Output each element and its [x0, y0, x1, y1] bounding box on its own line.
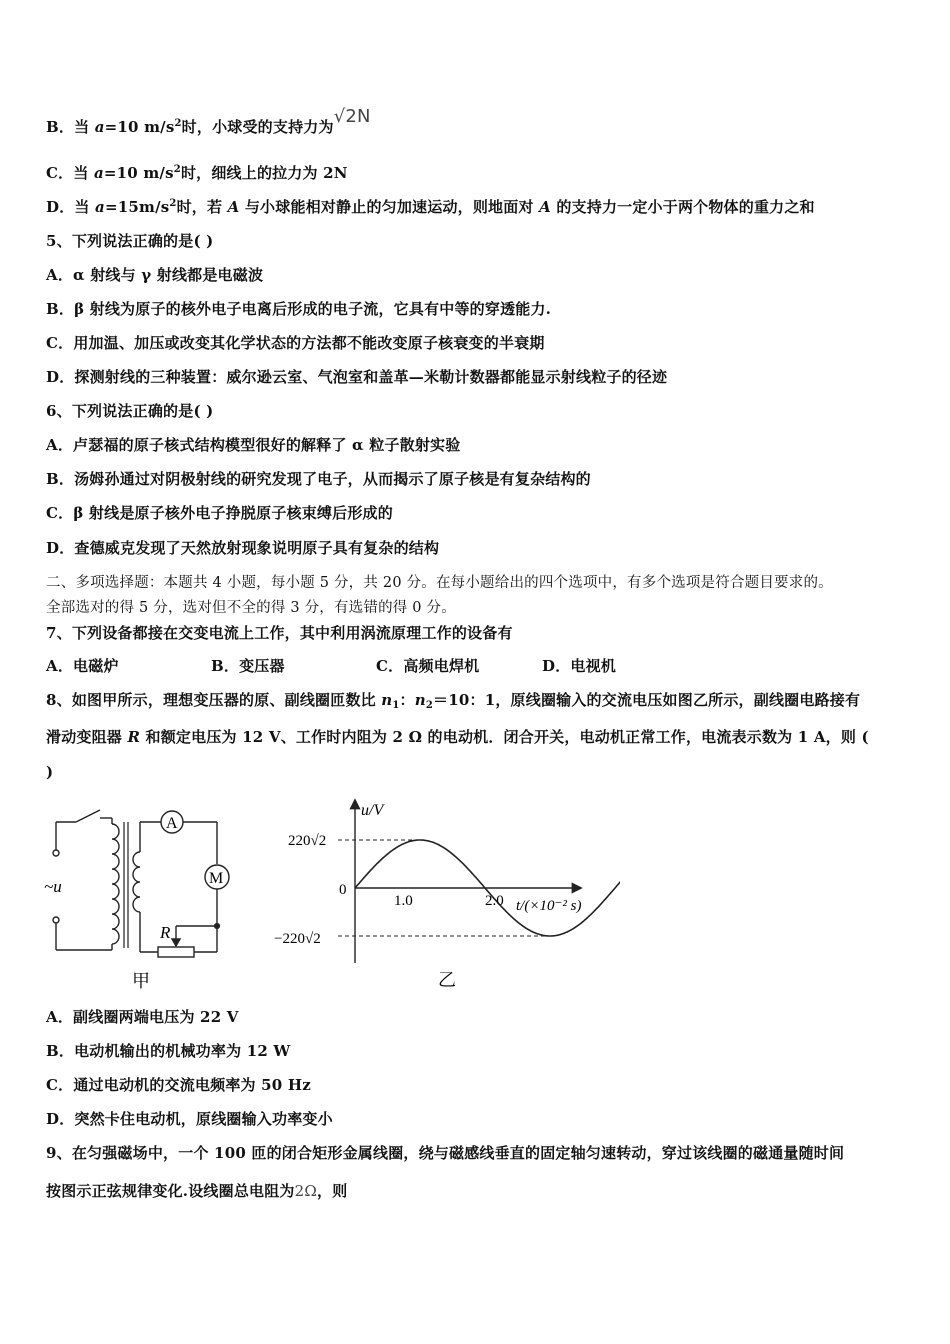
q9-stem-line2: 按图示正弦规律变化.设线圈总电阻为2Ω，则 [46, 1182, 348, 1200]
q5-option-c: C．用加温、加压或改变其化学状态的方法都不能改变原子核衰变的半衰期 [46, 334, 545, 352]
circuit-figure [40, 800, 240, 995]
secondary-coil [133, 852, 140, 912]
q6-option-c: C．β 射线是原子核外电子挣脱原子核束缚后形成的 [46, 504, 393, 522]
q5-option-b: B．β 射线为原子的核外电子电离后形成的电子流，它具有中等的穿透能力. [46, 300, 552, 318]
y-axis-label: u/V [361, 802, 384, 819]
q8-option-c: C．通过电动机的交流电频率为 50 Hz [46, 1076, 311, 1094]
resistance-value: 2Ω [294, 1182, 318, 1200]
section2-heading-line1: 二、多项选择题：本题共 4 小题，每小题 5 分，共 20 分。在每小题给出的四个选项中，有多个选项是符合题目要求的。 [46, 575, 833, 591]
q8-stem-line1: 8、如图甲所示，理想变压器的原、副线圈匝数比 $n_1$：$n_2=10$：1，原线圈输入的交流电压如图乙所示，副线圈电路接有 [46, 691, 861, 711]
q7-option-d: D．电视机 [542, 657, 617, 675]
resistor-label: R [160, 923, 171, 942]
slider-arrow [172, 939, 180, 946]
q6-stem: 6、下列说法正确的是( ) [46, 402, 214, 420]
q6-option-d: D．查德威克发现了天然放射现象说明原子具有复杂的结构 [46, 539, 440, 557]
sqrt2-value: √2N [333, 106, 371, 127]
section2-heading-line2: 全部选对的得 5 分，选对但不全的得 3 分，有选错的得 0 分。 [46, 600, 456, 616]
q4-option-d: D．当 $a=15m/s^2$时，若 A 与小球能相对静止的匀加速运动，则地面对 A 的支持力一定小于两个物体的重力之和 [46, 198, 815, 216]
terminal-bottom [53, 917, 59, 923]
q7-option-b: B．变压器 [211, 657, 285, 675]
q8-option-a: A．副线圈两端电压为 22 V [46, 1008, 239, 1026]
q6-option-b: B．汤姆孙通过对阴极射线的研究发现了电子，从而揭示了原子核是有复杂结构的 [46, 470, 591, 488]
y-tick-label-zero: 0 [339, 882, 347, 898]
q4-option-c: C．当 a=10 $m/s^2$时，细线上的拉力为 2N [46, 164, 348, 182]
junction-dot [215, 924, 220, 929]
q7-options [46, 655, 616, 676]
q8-stem-line3: ) [46, 763, 54, 781]
figure-caption-yi: 乙 [438, 970, 456, 990]
voltage-waveform-chart [270, 795, 620, 995]
q8-option-b: B．电动机输出的机械功率为 12 W [46, 1042, 291, 1060]
ammeter-label: A [166, 815, 178, 832]
source-label: ~u [44, 877, 62, 896]
q7-option-c: C．高频电焊机 [376, 657, 480, 675]
q4-option-b: B．当 a=10 $m/s^2$时，小球受的支持力为√2N [46, 106, 371, 136]
q8-option-d: D．突然卡住电动机，原线圈输入功率变小 [46, 1110, 333, 1128]
q5-option-d: D．探测射线的三种装置：威尔逊云室、气泡室和盖革—米勒计数器都能显示射线粒子的径迹 [46, 368, 668, 386]
x-tick-label-2: 2.0 [485, 893, 504, 909]
y-tick-label-max: 220√2 [288, 833, 327, 849]
q7-stem: 7、下列设备都接在交变电流上工作，其中利用涡流原理工作的设备有 [46, 624, 513, 642]
q8-stem-line2: 滑动变阻器 R 和额定电压为 12 V、工作时内阻为 2 Ω 的电动机．闭合开关，电动机正常工作，电流表示数为 1 A，则 ( [46, 728, 869, 746]
rheostat-body [158, 947, 194, 957]
figure-caption-jia: 甲 [132, 971, 150, 991]
y-tick-label-min: −220√2 [274, 931, 321, 947]
terminal-top [53, 850, 59, 856]
q5-option-a: A．α 射线与 γ 射线都是电磁波 [46, 266, 264, 284]
primary-coil [112, 824, 119, 944]
q9-stem-line1: 9、在匀强磁场中，一个 100 匝的闭合矩形金属线圈，绕与磁感线垂直的固定轴匀速转动，穿过该线圈的磁通量随时间 [46, 1144, 845, 1162]
q5-stem: 5、下列说法正确的是( ) [46, 232, 214, 250]
switch-blade [76, 810, 100, 822]
x-tick-label-1: 1.0 [394, 893, 413, 909]
motor-label: M [209, 870, 224, 887]
q6-option-a: A．卢瑟福的原子核式结构模型很好的解释了 α 粒子散射实验 [46, 436, 461, 454]
q7-option-a: A．电磁炉 [46, 657, 119, 675]
x-axis-label: t/(×10⁻² s) [516, 898, 582, 914]
